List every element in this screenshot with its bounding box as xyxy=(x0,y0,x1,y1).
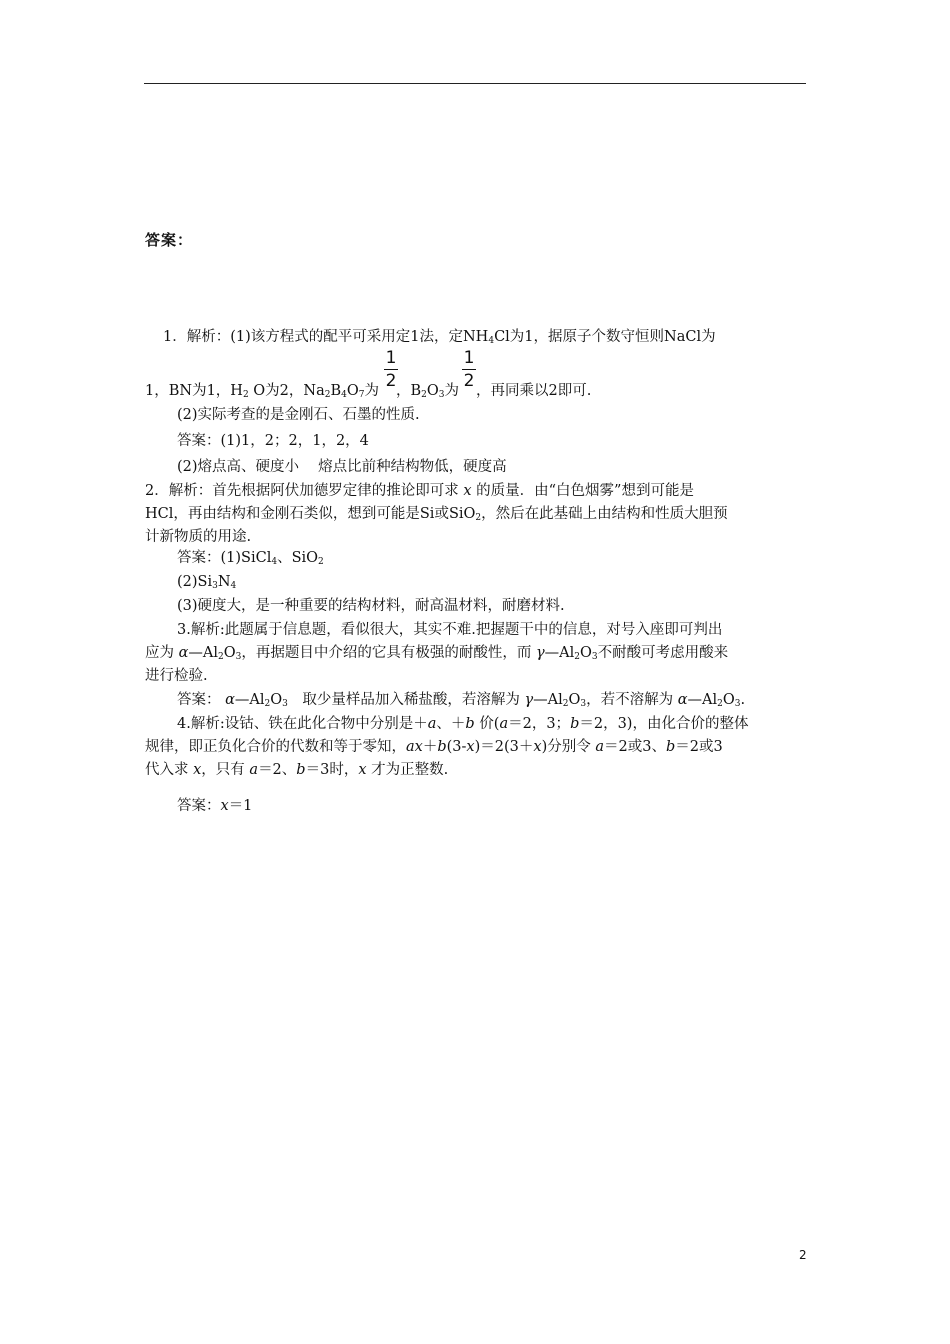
fraction-half-2: 1 2 xyxy=(463,348,475,391)
q1-answer: 答案：(1)1，2；2，1，2，4 xyxy=(177,433,369,449)
q2-line-1: 2．解析：首先根据阿伏加德罗定律的推论即可求 x 的质量．由“白色烟雾”想到可能是 xyxy=(145,483,694,499)
page-number: 2 xyxy=(799,1248,807,1262)
q4-line-1: 4.解析:设钴、铁在此化合物中分别是＋a、＋b 价(a＝2，3；b＝2，3)，由化合价的整体 xyxy=(177,716,749,732)
answers-heading: 答案： xyxy=(145,231,194,249)
q2-answer-1: 答案：(1)SiCl$_4$、SiO$_2$ xyxy=(177,550,324,567)
q4-line-3: 代入求 x，只有 a＝2、b＝3时，x 才为正整数. xyxy=(145,762,449,778)
q2-answer-2: $(2)Si_3N_4$ xyxy=(177,574,237,591)
q1-answer-2: (2)熔点高、硬度小 熔点比前种结构物低，硬度高 xyxy=(177,459,507,475)
q3-line-2: 应为 $\alpha—Al_2O_3$，再据题目中介绍的它具有极强的耐酸性，而 $\gamma—Al_2O_3$不耐酸可考虑用酸来 xyxy=(145,645,729,662)
q4-answer: 答案：x＝1 xyxy=(177,798,253,814)
q2-line-2: HCl，再由结构和金刚石类似，想到可能是Si或SiO$_2$，然后在此基础上由结构和性质大胆预 xyxy=(145,506,728,523)
q1-line-3: (2)实际考查的是金刚石、石墨的性质. xyxy=(177,407,420,423)
q2-answer-3: (3)硬度大，是一种重要的结构材料，耐高温材料，耐磨材料. xyxy=(177,598,565,614)
header-rule xyxy=(144,83,806,84)
q3-line-1: 3.解析:此题属于信息题，看似很大，其实不难.把握题干中的信息，对号入座即可判出 xyxy=(177,622,723,638)
fraction-half-1: 1 2 xyxy=(385,348,397,391)
q1-line-2: 1，BN为1，$H_2$ O为2，$Na_2B_4O_7$为 ，$B_2O_3$为 ，再同乘以2即可. xyxy=(145,383,592,400)
q3-line-3: 进行检验. xyxy=(145,668,208,684)
q1-line-1: 1．解析：(1)该方程式的配平可采用定1法，定$NH_4Cl$为1，据原子个数守恒则NaCl为 xyxy=(163,329,716,346)
q2-line-3: 计新物质的用途. xyxy=(145,529,252,545)
q3-answer: 答案： $\alpha—Al_2O_3$ 取少量样品加入稀盐酸，若溶解为 $\gamma—Al_2O_3$，若不溶解为 $\alpha—Al_2O_3$. xyxy=(177,692,746,709)
q4-line-2: 规律，即正负化合价的代数和等于零知，ax＋b(3-x)＝2(3＋x)分别令 a＝2或3、b＝2或3 xyxy=(145,739,723,755)
